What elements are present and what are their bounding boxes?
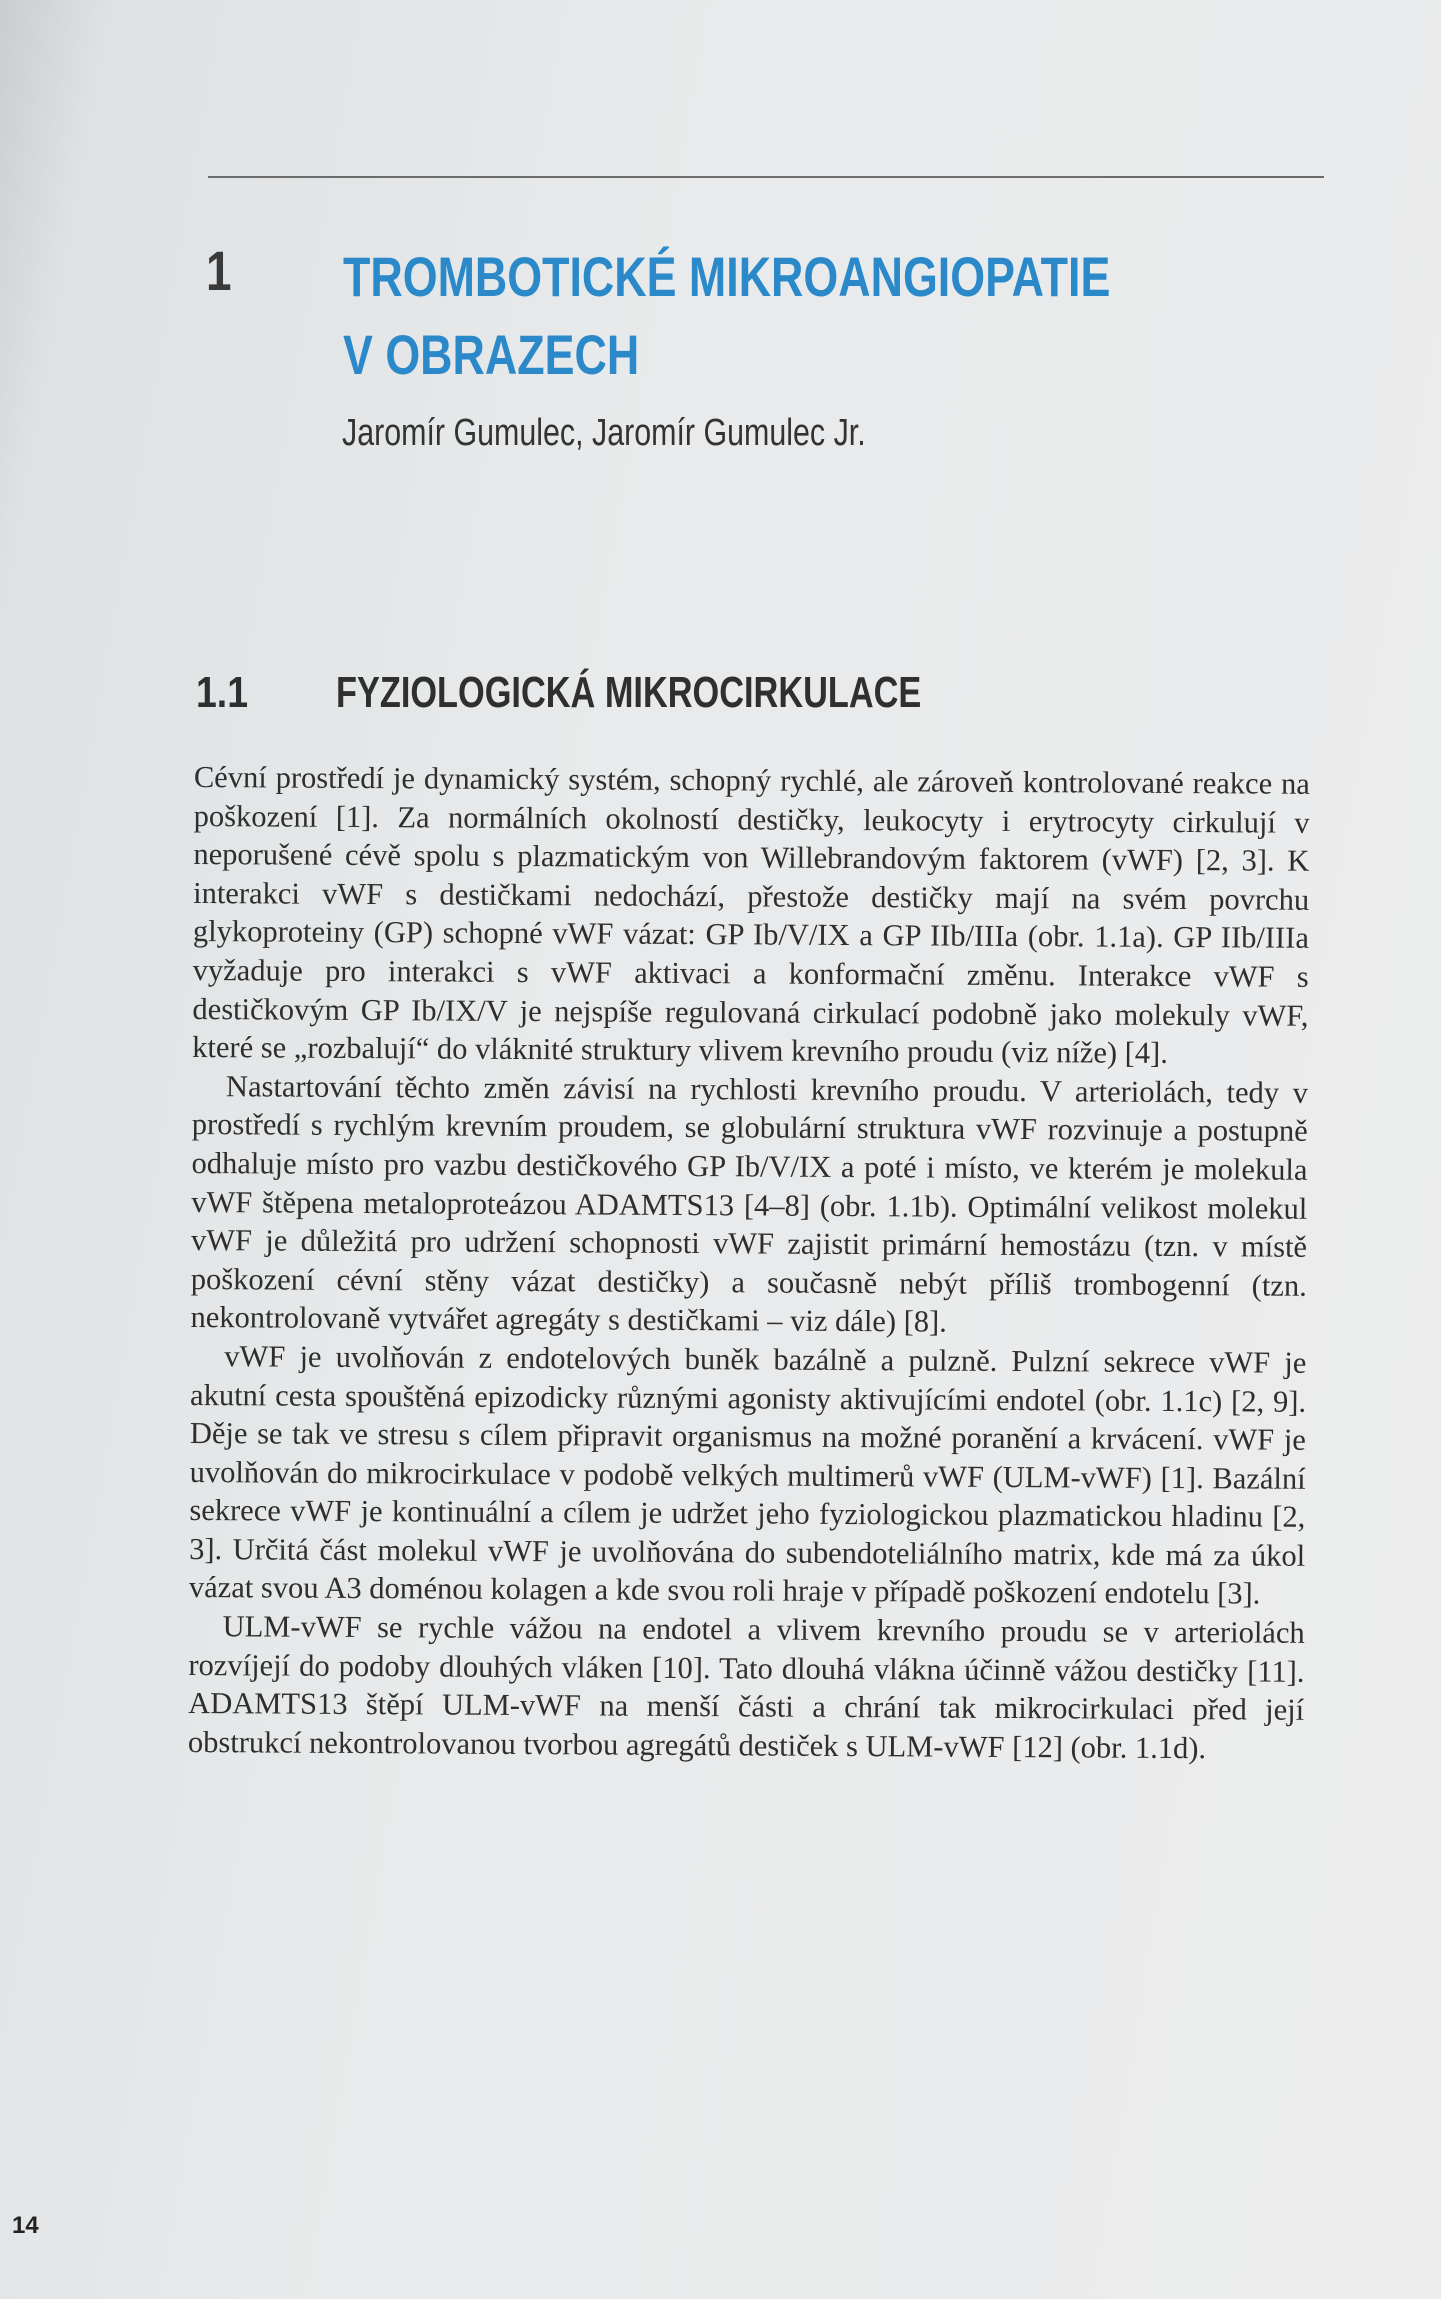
paragraph-1: Cévní prostředí je dynamický systém, schopný rychlé, ale zároveň kontrolované reakce na poškození [1]. Za normálních okolností destičky, leukocyty i erytrocyty cirkulují v neporušené cévě spolu s plazmatickým von Willebrandovým faktorem (vWF) [2, 3]. K interakci vWF s destičkami nedochází, přestože destičky mají na svém povrchu glykoproteiny (GP) schopné vWF vázat: GP Ib/V/IX a GP IIb/IIIa (obr. 1.1a). GP IIb/IIIa vyžaduje pro interakci s vWF aktivaci a konformační změnu. Interakce vWF s destičkovým GP Ib/IX/V je nejspíše regulovaná cirkulací podobně jako molekuly vWF, které se „rozbalují“ do vláknité struktury vlivem krevního proudu (viz níže) [4].: [192, 759, 1310, 1071]
section-number: 1.1: [196, 668, 248, 717]
paragraph-4: ULM-vWF se rychle vážou na endotel a vlivem krevního proudu se v arteriolách rozvíjejí do podoby dlouhých vláken [10]. Tato dlouhá vlákna účinně vážou destičky [11]. ADAMTS13 štěpí ULM-vWF na menší části a chrání tak mikrocirkulaci před její obstrukcí nekontrolovanou tvorbou agregátů destiček s ULM-vWF [12] (obr. 1.1d).: [187, 1609, 1305, 1766]
paragraph-2: Nastartování těchto změn závisí na rychlosti krevního proudu. V arteriolách, tedy v prostředí s rychlým krevním proudem, se globulární struktura vWF rozvinuje a postupně odhaluje místo pro vazbu destičkového GP Ib/V/IX a poté i místo, ve kterém je molekula vWF štěpena metaloproteázou ADAMTS13 [4–8] (obr. 1.1b). Optimální velikost molekul vWF je důležitá pro udržení schopnosti vWF zajistit primární hemostázu (tzn. v místě poškození cévní stěny vázat destičky) a současně nebýt příliš trombogenní (tzn. nekontrolovaně vytvářet agregáty s destičkami – viz dále) [8].: [190, 1068, 1309, 1339]
section-title: FYZIOLOGICKÁ MIKROCIRKULACE: [336, 668, 922, 717]
chapter-authors: Jaromír Gumulec, Jaromír Gumulec Jr.: [342, 412, 866, 454]
page-number: 14: [12, 2212, 39, 2239]
chapter-title-line-1: TROMBOTICKÉ MIKROANGIOPATIE: [343, 245, 1111, 308]
paragraph-3: vWF je uvolňován z endotelových buněk bazálně a pulzně. Pulzní sekrece vWF je akutní cesta spouštěná epizodicky různými agonisty aktivujícími endotel (obr. 1.1c) [2, 9]. Děje se tak ve stresu s cílem připravit organismus na možné poranění a krvácení. vWF je uvolňován do mikrocirkulace v podobě velkých multimerů vWF (ULM-vWF) [1]. Bazální sekrece vWF je kontinuální a cílem je udržet jeho fyziologickou plazmatickou hladinu [2, 3]. Určitá část molekul vWF je uvolňována do subendoteliálního matrix, kde má za úkol vázat svou A3 doménou kolagen a kde svou roli hraje v případě poškození endotelu [3].: [188, 1339, 1307, 1611]
header-rule: [208, 176, 1324, 178]
chapter-title: [343, 238, 1143, 394]
chapter-title-line-2: V OBRAZECH: [343, 323, 640, 386]
body-text: [188, 758, 1310, 1768]
chapter-number: 1: [206, 239, 232, 302]
